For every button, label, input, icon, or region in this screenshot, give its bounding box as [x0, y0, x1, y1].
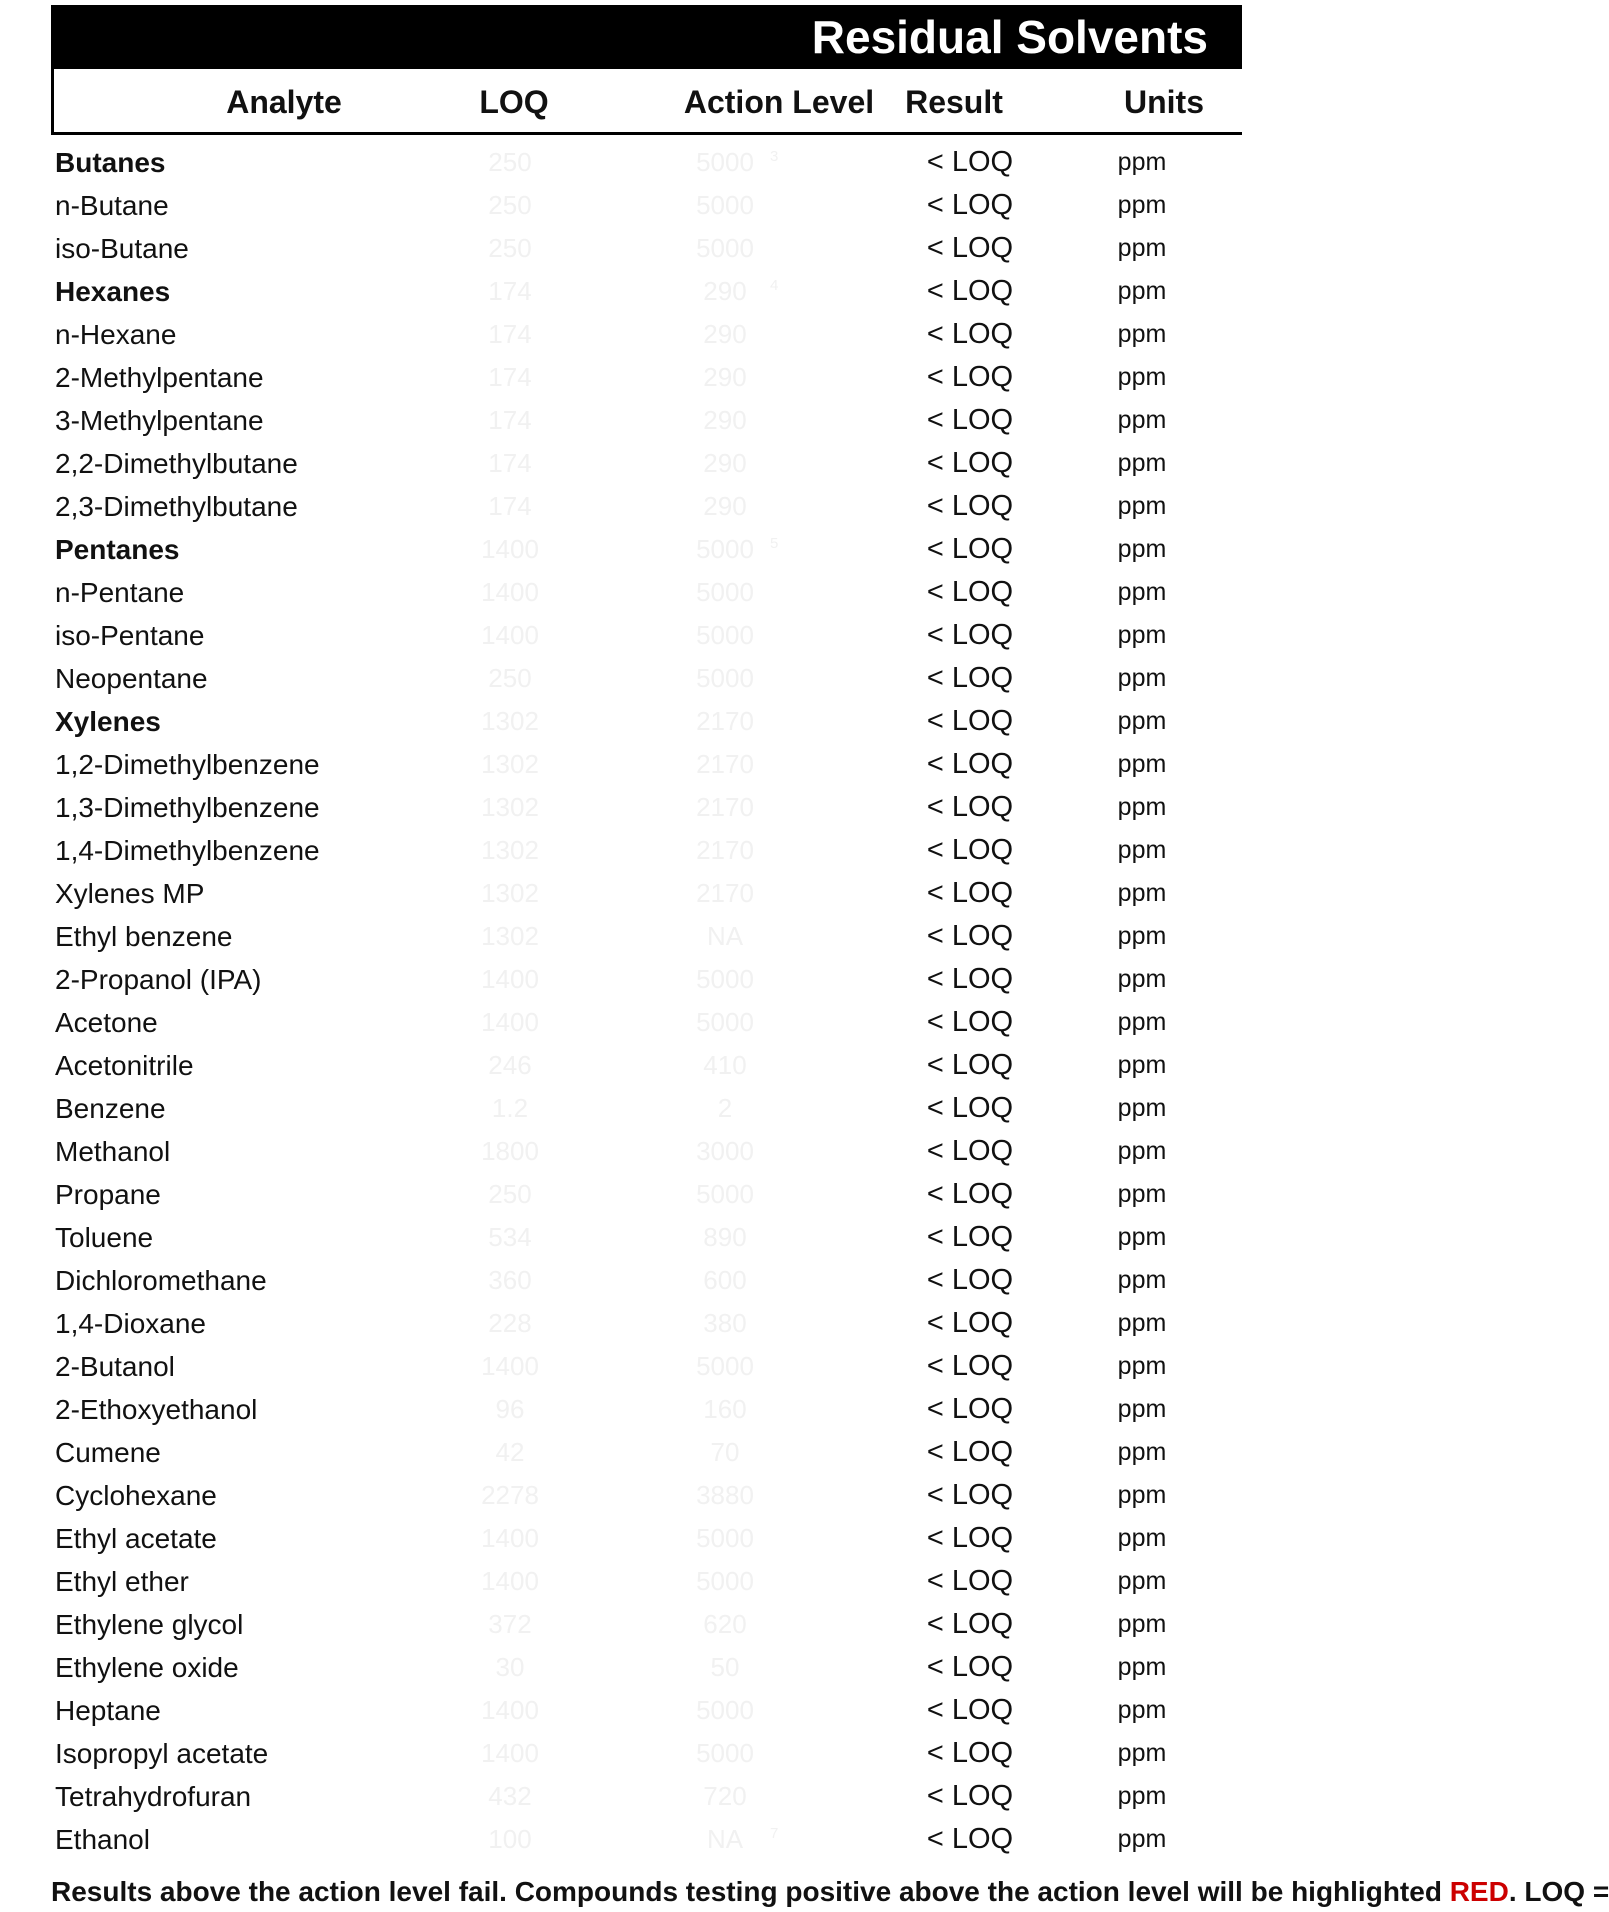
result-cell: < LOQ [926, 1006, 1014, 1038]
units-cell: ppm [1117, 1309, 1167, 1337]
table-row [0, 1474, 1242, 1517]
analyte-cell: Xylenes MP [55, 878, 205, 909]
action-level-cell: 5000 [696, 1566, 754, 1596]
units-cell: ppm [1117, 621, 1167, 649]
action-level-cell: 2170 [696, 749, 754, 779]
loq-cell: 250 [488, 147, 532, 177]
analyte-cell: Methanol [55, 1136, 171, 1167]
table-row [0, 657, 1242, 700]
table-row [0, 1388, 1242, 1431]
table-row [0, 1431, 1242, 1474]
result-cell: < LOQ [926, 791, 1014, 823]
loq-cell: 96 [495, 1394, 525, 1424]
table-row [0, 1216, 1242, 1259]
loq-cell: 1302 [481, 835, 539, 865]
results-table-body [0, 141, 1242, 1861]
loq-cell: 250 [488, 1179, 532, 1209]
loq-cell: 174 [488, 362, 532, 392]
units-cell: ppm [1117, 320, 1167, 348]
loq-cell: 1302 [481, 792, 539, 822]
analyte-cell: Ethylene glycol [55, 1609, 244, 1640]
units-cell: ppm [1117, 492, 1167, 520]
action-level-cell: 290 [703, 405, 747, 435]
analyte-cell: Dichloromethane [55, 1265, 267, 1296]
loq-cell: 1400 [481, 620, 539, 650]
loq-cell: 2278 [481, 1480, 539, 1510]
result-cell: < LOQ [926, 189, 1014, 221]
loq-cell: 1400 [481, 964, 539, 994]
units-cell: ppm [1117, 1739, 1167, 1767]
action-level-cell: 380 [703, 1308, 747, 1338]
result-cell: < LOQ [926, 447, 1014, 479]
analyte-cell: Ethyl acetate [55, 1523, 217, 1554]
analyte-cell: Tetrahydrofuran [55, 1781, 252, 1812]
units-cell: ppm [1117, 234, 1167, 262]
table-row [0, 313, 1242, 356]
units-cell: ppm [1117, 1180, 1167, 1208]
result-cell: < LOQ [926, 1608, 1014, 1640]
units-cell: ppm [1117, 191, 1167, 219]
units-cell: ppm [1117, 363, 1167, 391]
analyte-cell: 3-Methylpentane [55, 405, 264, 436]
result-cell: < LOQ [926, 1823, 1014, 1855]
loq-cell: 30 [495, 1652, 525, 1682]
analyte-cell: Neopentane [55, 663, 208, 694]
action-level-cell: 5000 [696, 534, 754, 564]
table-row [0, 1818, 1242, 1861]
table-row [0, 571, 1242, 614]
result-cell: < LOQ [926, 1307, 1014, 1339]
loq-cell: 1400 [481, 1523, 539, 1553]
result-cell: < LOQ [926, 533, 1014, 565]
result-cell: < LOQ [926, 1651, 1014, 1683]
units-cell: ppm [1117, 965, 1167, 993]
action-level-cell: 160 [703, 1394, 747, 1424]
units-cell: ppm [1117, 277, 1167, 305]
units-cell: ppm [1117, 1610, 1167, 1638]
action-level-cell: 5000 [696, 147, 754, 177]
result-cell: < LOQ [926, 1393, 1014, 1425]
loq-cell: 1302 [481, 706, 539, 736]
units-cell: ppm [1117, 664, 1167, 692]
result-cell: < LOQ [926, 146, 1014, 178]
table-row [0, 1259, 1242, 1302]
loq-cell: 534 [488, 1222, 532, 1252]
action-level-cell: 5000 [696, 577, 754, 607]
result-cell: < LOQ [926, 1092, 1014, 1124]
action-level-cell: 5000 [696, 1179, 754, 1209]
units-cell: ppm [1117, 1782, 1167, 1810]
action-level-cell: 3880 [696, 1480, 754, 1510]
action-level-cell: 290 [703, 276, 747, 306]
action-level-cell: 5000 [696, 663, 754, 693]
action-level-cell: 2170 [696, 835, 754, 865]
result-cell: < LOQ [926, 318, 1014, 350]
action-level-cell: 2170 [696, 706, 754, 736]
table-row [0, 614, 1242, 657]
units-cell: ppm [1117, 1008, 1167, 1036]
analyte-cell: Ethylene oxide [55, 1652, 239, 1683]
table-row [0, 1775, 1242, 1818]
units-cell: ppm [1117, 406, 1167, 434]
table-row [0, 786, 1242, 829]
action-level-cell: 5000 [696, 620, 754, 650]
loq-cell: 42 [495, 1437, 525, 1467]
action-level-cell: 5000 [696, 190, 754, 220]
loq-cell: 246 [488, 1050, 532, 1080]
action-level-cell: 5000 [696, 233, 754, 263]
result-cell: < LOQ [926, 232, 1014, 264]
footer-red-word: RED [1449, 1876, 1509, 1907]
units-cell: ppm [1117, 1051, 1167, 1079]
analyte-cell: Heptane [55, 1695, 161, 1726]
loq-cell: 250 [488, 190, 532, 220]
loq-cell: 1400 [481, 577, 539, 607]
table-row [0, 141, 1242, 184]
action-level-cell: 600 [703, 1265, 747, 1295]
analyte-cell: n-Hexane [55, 319, 177, 350]
units-cell: ppm [1117, 1653, 1167, 1681]
action-level-cell: 720 [703, 1781, 747, 1811]
result-cell: < LOQ [926, 1522, 1014, 1554]
action-level-cell: 5000 [696, 1523, 754, 1553]
result-cell: < LOQ [926, 1135, 1014, 1167]
result-cell: < LOQ [926, 1694, 1014, 1726]
header-analyte: Analyte [226, 84, 342, 120]
table-header [51, 69, 1242, 135]
analyte-cell: iso-Pentane [55, 620, 205, 651]
result-cell: < LOQ [926, 361, 1014, 393]
footer-text: Results above the action level fail. Compounds testing positive above the action level will be highlighted [51, 1876, 1450, 1907]
result-cell: < LOQ [926, 619, 1014, 651]
analyte-cell: 1,4-Dimethylbenzene [55, 835, 320, 866]
analyte-cell: 1,4-Dioxane [55, 1308, 206, 1339]
result-cell: < LOQ [926, 963, 1014, 995]
header-units: Units [1124, 84, 1204, 120]
analyte-cell: Butanes [55, 147, 166, 178]
units-cell: ppm [1117, 1395, 1167, 1423]
table-row [0, 1001, 1242, 1044]
loq-cell: 1400 [481, 1738, 539, 1768]
analyte-cell: 2-Ethoxyethanol [55, 1394, 258, 1425]
result-cell: < LOQ [926, 1780, 1014, 1812]
units-cell: ppm [1117, 1481, 1167, 1509]
analyte-cell: 2,3-Dimethylbutane [55, 491, 298, 522]
loq-cell: 1302 [481, 749, 539, 779]
loq-cell: 1400 [481, 1007, 539, 1037]
loq-cell: 174 [488, 276, 532, 306]
action-level-cell: 2170 [696, 878, 754, 908]
loq-cell: 174 [488, 491, 532, 521]
analyte-cell: Toluene [55, 1222, 154, 1253]
table-row [0, 442, 1242, 485]
table-row [0, 829, 1242, 872]
analyte-cell: iso-Butane [55, 233, 189, 264]
action-level-cell: 3000 [696, 1136, 754, 1166]
units-cell: ppm [1117, 449, 1167, 477]
table-row [0, 1603, 1242, 1646]
action-level-cell: 5000 [696, 1695, 754, 1725]
action-level-cell: 5000 [696, 1007, 754, 1037]
units-cell: ppm [1117, 750, 1167, 778]
result-cell: < LOQ [926, 1221, 1014, 1253]
analyte-cell: Isopropyl acetate [55, 1738, 269, 1769]
analyte-cell: 1,3-Dimethylbenzene [55, 792, 320, 823]
table-row [0, 399, 1242, 442]
footnote-marker: 3 [770, 148, 779, 165]
analyte-cell: 2-Propanol (IPA) [55, 964, 262, 995]
action-level-cell: 290 [703, 491, 747, 521]
units-cell: ppm [1117, 1223, 1167, 1251]
analyte-cell: 2-Methylpentane [55, 362, 264, 393]
table-row [0, 270, 1242, 313]
loq-cell: 1302 [481, 921, 539, 951]
loq-cell: 1.2 [491, 1093, 529, 1123]
loq-cell: 1400 [481, 1351, 539, 1381]
table-row [0, 1517, 1242, 1560]
result-cell: < LOQ [926, 1350, 1014, 1382]
result-cell: < LOQ [926, 834, 1014, 866]
units-cell: ppm [1117, 148, 1167, 176]
footnote-marker: 7 [770, 1825, 779, 1842]
table-row [0, 872, 1242, 915]
loq-cell: 228 [488, 1308, 532, 1338]
analyte-cell: Benzene [55, 1093, 166, 1124]
analyte-cell: Acetone [55, 1007, 158, 1038]
footnote-marker: 5 [770, 535, 779, 552]
result-cell: < LOQ [926, 1479, 1014, 1511]
loq-cell: 1302 [481, 878, 539, 908]
loq-cell: 360 [488, 1265, 532, 1295]
loq-cell: 1400 [481, 534, 539, 564]
loq-cell: 372 [488, 1609, 532, 1639]
units-cell: ppm [1117, 922, 1167, 950]
result-cell: < LOQ [926, 1049, 1014, 1081]
result-cell: < LOQ [926, 748, 1014, 780]
table-row [0, 743, 1242, 786]
loq-cell: 174 [488, 319, 532, 349]
loq-cell: 1400 [481, 1695, 539, 1725]
units-cell: ppm [1117, 1266, 1167, 1294]
table-row [0, 700, 1242, 743]
action-level-cell: 5000 [696, 1738, 754, 1768]
action-level-cell: NA [706, 921, 744, 951]
action-level-cell: 290 [703, 362, 747, 392]
result-cell: < LOQ [926, 404, 1014, 436]
table-row [0, 1302, 1242, 1345]
action-level-cell: 50 [710, 1652, 740, 1682]
footer-suffix: . LOQ = [1508, 1876, 1609, 1907]
result-cell: < LOQ [926, 1737, 1014, 1769]
header-action-level: Action Level [683, 84, 875, 120]
table-row [0, 227, 1242, 270]
table-row [0, 958, 1242, 1001]
result-cell: < LOQ [926, 1436, 1014, 1468]
analyte-cell: Ethanol [55, 1824, 150, 1855]
units-cell: ppm [1117, 879, 1167, 907]
analyte-cell: Pentanes [55, 534, 180, 565]
units-cell: ppm [1117, 707, 1167, 735]
analyte-cell: Ethyl ether [55, 1566, 189, 1597]
units-cell: ppm [1117, 1137, 1167, 1165]
loq-cell: 250 [488, 233, 532, 263]
table-row [0, 356, 1242, 399]
analyte-cell: n-Butane [55, 190, 169, 221]
header-loq: LOQ [479, 84, 549, 120]
footnote-marker: 4 [770, 277, 779, 294]
result-cell: < LOQ [926, 1178, 1014, 1210]
units-cell: ppm [1117, 793, 1167, 821]
loq-cell: 250 [488, 663, 532, 693]
units-cell: ppm [1117, 1825, 1167, 1853]
table-row [0, 1732, 1242, 1775]
units-cell: ppm [1117, 1696, 1167, 1724]
result-cell: < LOQ [926, 490, 1014, 522]
result-cell: < LOQ [926, 705, 1014, 737]
table-row [0, 915, 1242, 958]
loq-cell: 174 [488, 448, 532, 478]
loq-cell: 174 [488, 405, 532, 435]
action-level-cell: 2 [717, 1093, 733, 1123]
header-result: Result [905, 84, 1003, 120]
action-level-cell: 290 [703, 319, 747, 349]
analyte-cell: 2,2-Dimethylbutane [55, 448, 298, 479]
loq-cell: 1800 [481, 1136, 539, 1166]
units-cell: ppm [1117, 1524, 1167, 1552]
units-cell: ppm [1117, 1567, 1167, 1595]
analyte-cell: Hexanes [55, 276, 171, 307]
units-cell: ppm [1117, 836, 1167, 864]
action-level-cell: 620 [703, 1609, 747, 1639]
table-row [0, 1173, 1242, 1216]
action-level-cell: 5000 [696, 964, 754, 994]
result-cell: < LOQ [926, 576, 1014, 608]
section-title: Residual Solvents [51, 5, 1242, 69]
result-cell: < LOQ [926, 662, 1014, 694]
analyte-cell: Propane [55, 1179, 161, 1210]
table-row [0, 1087, 1242, 1130]
table-row [0, 528, 1242, 571]
loq-cell: 432 [488, 1781, 532, 1811]
analyte-cell: Cyclohexane [55, 1480, 217, 1511]
analyte-cell: n-Pentane [55, 577, 185, 608]
units-cell: ppm [1117, 1352, 1167, 1380]
action-level-cell: NA [706, 1824, 744, 1854]
result-cell: < LOQ [926, 920, 1014, 952]
units-cell: ppm [1117, 1094, 1167, 1122]
result-cell: < LOQ [926, 877, 1014, 909]
action-level-cell: 2170 [696, 792, 754, 822]
units-cell: ppm [1117, 578, 1167, 606]
table-row [0, 1345, 1242, 1388]
action-level-cell: 410 [703, 1050, 747, 1080]
table-row [0, 1560, 1242, 1603]
action-level-cell: 290 [703, 448, 747, 478]
analyte-cell: 1,2-Dimethylbenzene [55, 749, 320, 780]
result-cell: < LOQ [926, 1264, 1014, 1296]
action-level-cell: 5000 [696, 1351, 754, 1381]
analyte-cell: Cumene [55, 1437, 161, 1468]
table-row [0, 184, 1242, 227]
analyte-cell: Acetonitrile [55, 1050, 194, 1081]
result-cell: < LOQ [926, 275, 1014, 307]
units-cell: ppm [1117, 535, 1167, 563]
footer-note [51, 1872, 1609, 1907]
analyte-cell: Xylenes [55, 706, 161, 737]
table-row [0, 1044, 1242, 1087]
analyte-cell: Ethyl benzene [55, 921, 233, 952]
result-cell: < LOQ [926, 1565, 1014, 1597]
loq-cell: 100 [488, 1824, 532, 1854]
analyte-cell: 2-Butanol [55, 1351, 175, 1382]
table-row [0, 1646, 1242, 1689]
action-level-cell: 890 [703, 1222, 747, 1252]
table-row [0, 485, 1242, 528]
units-cell: ppm [1117, 1438, 1167, 1466]
loq-cell: 1400 [481, 1566, 539, 1596]
table-row [0, 1689, 1242, 1732]
action-level-cell: 70 [710, 1437, 740, 1467]
table-row [0, 1130, 1242, 1173]
